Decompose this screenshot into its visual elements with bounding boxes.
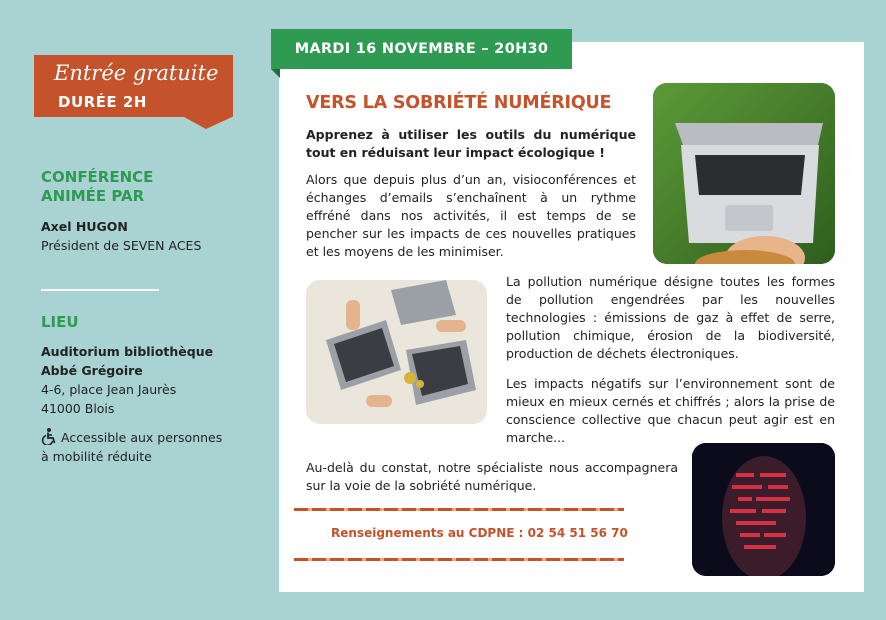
paragraph-1: Alors que depuis plus d’un an, visioconférences et échanges d’emails s’enchaînent à un rythme effréné dans nos activités, il est temps de se pencher sur les impacts de ces nouvelles pratiques et les moyens de les minimiser. (306, 172, 636, 259)
code-face-illustration (692, 443, 835, 576)
laptop-grass-photo (653, 83, 835, 264)
contact-info: Renseignements au CDPNE : 02 54 51 56 70 (331, 526, 628, 540)
event-lead: Apprenez à utiliser les outils du numérique tout en réduisant leur impact écologique ! (306, 127, 636, 160)
conference-heading-line1: CONFÉRENCE (41, 168, 154, 186)
team-laptops-illustration (306, 280, 487, 424)
code-face-photo (692, 443, 835, 576)
paragraph-2: La pollution numérique désigne toutes les formes de pollution engendrées par les nouvelles technologies : émissions de gaz à effet de serre, pollution chimique, érosion de la biodiversité, production de déchets électroniques. (506, 274, 835, 361)
badge-duration: DURÉE 2H (58, 93, 147, 111)
accessibility-line2: à mobilité réduite (41, 449, 152, 464)
venue-line1: Auditorium bibliothèque (41, 344, 214, 359)
team-laptops-photo (306, 280, 487, 424)
conference-section (41, 168, 241, 255)
conference-heading-line2: ANIMÉE PAR (41, 187, 145, 205)
speaker-role: Président de SEVEN ACES (41, 238, 202, 253)
address-line2: 41000 Blois (41, 401, 115, 416)
venue-line2: Abbé Grégoire (41, 363, 143, 378)
lieu-heading: LIEU (41, 313, 79, 331)
paragraph-4: Au-delà du constat, notre spécialiste nous accompagnera sur la voie de la sobriété numérique. (306, 460, 678, 493)
info-bottom-divider (294, 558, 624, 561)
badge-script-text: Entrée gratuite (54, 61, 219, 85)
date-ribbon: MARDI 16 NOVEMBRE – 20H30 (271, 29, 572, 69)
event-title: VERS LA SOBRIÉTÉ NUMÉRIQUE (306, 93, 612, 113)
badge-tail (184, 117, 232, 129)
sidebar-divider (41, 289, 159, 291)
entree-gratuite-badge (34, 55, 233, 117)
info-top-divider (294, 508, 624, 511)
accessibility-note (41, 428, 241, 447)
speaker-name: Axel HUGON (41, 219, 128, 234)
lieu-section (41, 313, 241, 466)
laptop-grass-illustration (653, 83, 835, 264)
address-line1: 4-6, place Jean Jaurès (41, 382, 177, 397)
ribbon-fold (271, 69, 280, 78)
paragraph-3: Les impacts négatifs sur l’environnement sont de mieux en mieux cernés et chiffrés ; alors la prise de conscience collective que chacun peut agir est en marche... (506, 376, 835, 445)
wheelchair-icon (41, 428, 57, 445)
accessibility-line1: Accessible aux personnes (60, 430, 223, 445)
